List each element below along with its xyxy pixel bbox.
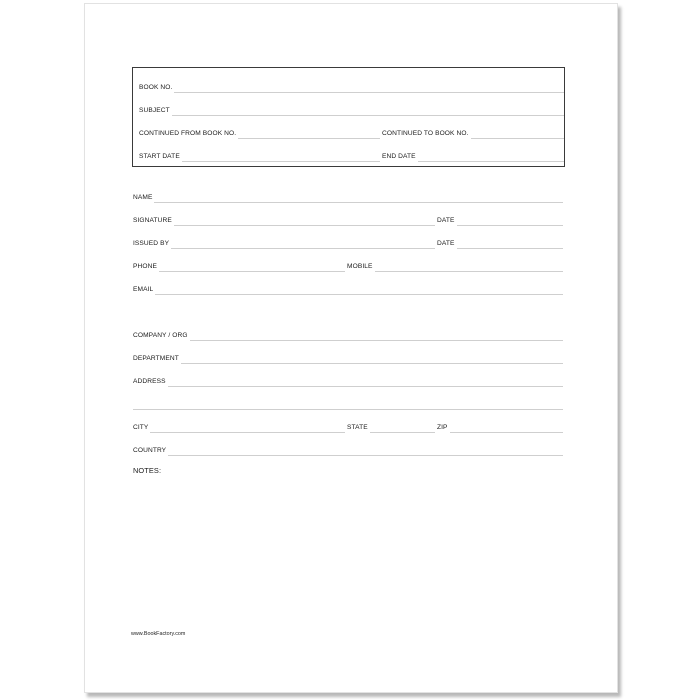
issued-by-line bbox=[171, 248, 435, 249]
subject-field[interactable] bbox=[139, 102, 564, 114]
subject-line bbox=[172, 115, 564, 116]
continued-from-label: CONTINUED FROM BOOK NO. bbox=[139, 130, 237, 137]
issued-by-label: ISSUED BY bbox=[133, 240, 170, 247]
continued-to-line bbox=[471, 138, 565, 139]
zip-label: ZIP bbox=[437, 424, 448, 431]
city-field[interactable] bbox=[133, 419, 345, 431]
issued-date-label: DATE bbox=[437, 240, 455, 247]
company-line bbox=[190, 340, 563, 341]
phone-field[interactable] bbox=[133, 258, 345, 270]
address-line-2 bbox=[133, 409, 563, 410]
footer-url: www.BookFactory.com bbox=[131, 631, 186, 637]
phone-label: PHONE bbox=[133, 263, 157, 270]
book-info-box bbox=[132, 67, 565, 167]
department-field[interactable] bbox=[133, 350, 563, 362]
address-field[interactable] bbox=[133, 373, 563, 385]
subject-label: SUBJECT bbox=[139, 107, 170, 114]
mobile-label: MOBILE bbox=[347, 263, 373, 270]
department-line bbox=[181, 363, 563, 364]
signature-date-field[interactable] bbox=[437, 212, 563, 224]
book-no-field[interactable] bbox=[139, 79, 564, 91]
end-date-label: END DATE bbox=[382, 153, 416, 160]
state-label: STATE bbox=[347, 424, 368, 431]
phone-line bbox=[159, 271, 345, 272]
notes-field[interactable] bbox=[133, 462, 213, 474]
signature-field[interactable] bbox=[133, 212, 435, 224]
start-date-field[interactable] bbox=[139, 148, 380, 160]
country-line bbox=[168, 455, 563, 456]
book-no-label: BOOK NO. bbox=[139, 84, 173, 91]
name-label: NAME bbox=[133, 194, 153, 201]
end-date-line bbox=[418, 161, 564, 162]
issued-by-field[interactable] bbox=[133, 235, 435, 247]
book-no-line bbox=[174, 92, 564, 93]
email-line bbox=[155, 294, 563, 295]
issued-date-field[interactable] bbox=[437, 235, 563, 247]
start-date-label: START DATE bbox=[139, 153, 180, 160]
continued-to-label: CONTINUED TO BOOK NO. bbox=[382, 130, 469, 137]
continued-from-field[interactable] bbox=[139, 125, 380, 137]
mobile-field[interactable] bbox=[347, 258, 563, 270]
signature-date-line bbox=[457, 225, 564, 226]
address-line bbox=[168, 386, 563, 387]
address-line-2-field[interactable] bbox=[133, 396, 563, 408]
issued-date-line bbox=[457, 248, 564, 249]
form-page bbox=[84, 3, 618, 693]
state-field[interactable] bbox=[347, 419, 435, 431]
country-label: COUNTRY bbox=[133, 447, 167, 454]
email-label: EMAIL bbox=[133, 286, 154, 293]
company-label: COMPANY / ORG bbox=[133, 332, 188, 339]
email-field[interactable] bbox=[133, 281, 563, 293]
signature-date-label: DATE bbox=[437, 217, 455, 224]
name-field[interactable] bbox=[133, 189, 563, 201]
state-line bbox=[370, 432, 435, 433]
name-line bbox=[154, 202, 563, 203]
end-date-field[interactable] bbox=[382, 148, 564, 160]
zip-field[interactable] bbox=[437, 419, 563, 431]
department-label: DEPARTMENT bbox=[133, 355, 179, 362]
zip-line bbox=[450, 432, 563, 433]
continued-to-field[interactable] bbox=[382, 125, 564, 137]
signature-line bbox=[174, 225, 435, 226]
city-label: CITY bbox=[133, 424, 149, 431]
city-line bbox=[150, 432, 345, 433]
continued-from-line bbox=[238, 138, 380, 139]
notes-label: NOTES: bbox=[133, 466, 162, 475]
mobile-line bbox=[375, 271, 563, 272]
start-date-line bbox=[182, 161, 380, 162]
address-label: ADDRESS bbox=[133, 378, 166, 385]
country-field[interactable] bbox=[133, 442, 563, 454]
company-field[interactable] bbox=[133, 327, 563, 339]
signature-label: SIGNATURE bbox=[133, 217, 172, 224]
